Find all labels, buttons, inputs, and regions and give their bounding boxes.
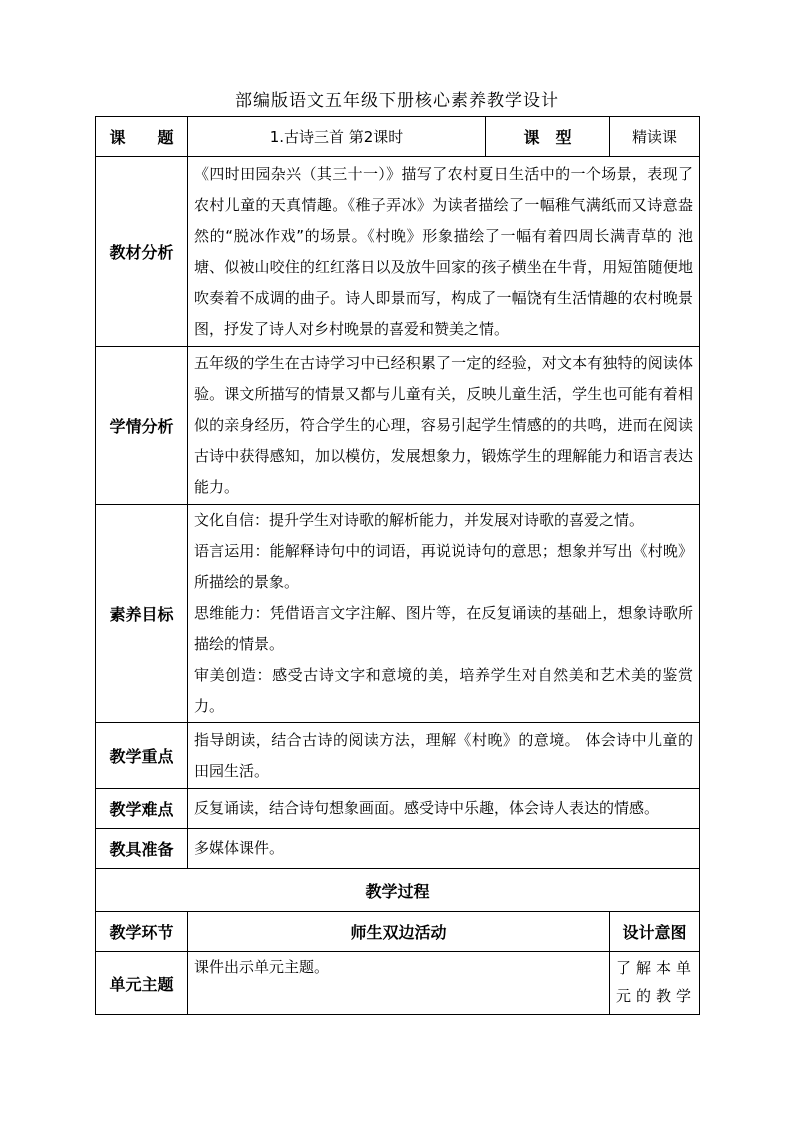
col-stage: 教学环节 — [96, 912, 188, 952]
key-points-label: 教学重点 — [96, 723, 188, 789]
process-row — [96, 952, 700, 1015]
material-text: 《四时田园杂兴（其三十一）》描写了农村夏日生活中的一个场景，表现了农村儿童的天真情趣。《稚子弄冰》为读者描绘了一幅稚气满纸而又诗意盎然的“脱冰作戏”的场景。《村晚》形象描绘了一幅有着四周长满青草的 池塘、似被山咬住的红红落日以及放牛回家的孩子横坐在牛背，用短笛随便地吹奏着不成调的曲子。诗人即景而写，构成了一幅饶有生活情趣的农村晚景图，抒发了诗人对乡村晚景的喜爱和赞美之情。 — [188, 157, 700, 347]
goal-item: 思维能力：凭借语言文字注解、图片等，在反复诵读的基础上，想象诗歌所描绘的情景。 — [194, 604, 693, 653]
process-heading: 教学过程 — [96, 869, 700, 912]
activity-cell: 课件出示单元主题。 — [188, 952, 610, 1015]
col-intent: 设计意图 — [610, 912, 700, 952]
process-heading-row — [96, 869, 700, 912]
goals-row — [96, 505, 700, 723]
goal-item: 文化自信：提升学生对诗歌的解析能力，并发展对诗歌的喜爱之情。 — [194, 511, 645, 529]
tools-label: 教具准备 — [96, 829, 188, 869]
tools-text: 多媒体课件。 — [188, 829, 700, 869]
type-value: 精读课 — [610, 117, 700, 157]
difficulties-label: 教学难点 — [96, 789, 188, 829]
lesson-plan-table — [95, 116, 700, 1015]
goal-item: 审美创造：感受古诗文字和意境的美，培养学生对自然美和艺术美的鉴赏力。 — [194, 666, 693, 715]
topic-value: 1.古诗三首 第2课时 — [188, 117, 486, 157]
students-row — [96, 347, 700, 505]
material-row — [96, 157, 700, 347]
intent-cell: 了解本单元的教学 — [610, 952, 700, 1015]
goals-label: 素养目标 — [96, 505, 188, 723]
difficulties-text: 反复诵读，结合诗句想象画面。感受诗中乐趣，体会诗人表达的情感。 — [188, 789, 700, 829]
students-label: 学情分析 — [96, 347, 188, 505]
material-label: 教材分析 — [96, 157, 188, 347]
type-label: 课 型 — [486, 117, 610, 157]
goals-list — [188, 505, 700, 723]
stage-cell: 单元主题 — [96, 952, 188, 1015]
col-activity: 师生双边活动 — [188, 912, 610, 952]
key-points-text: 指导朗读，结合古诗的阅读方法，理解《村晚》的意境。 体会诗中儿童的田园生活。 — [188, 723, 700, 789]
process-columns-row — [96, 912, 700, 952]
header-row — [96, 117, 700, 157]
goal-item: 语言运用：能解释诗句中的词语，再说说诗句的意思；想象并写出《村晚》所描绘的景象。 — [194, 542, 693, 591]
difficulties-row — [96, 789, 700, 829]
students-text: 五年级的学生在古诗学习中已经积累了一定的经验，对文本有独特的阅读体验。课文所描写的情景又都与儿童有关，反映儿童生活，学生也可能有着相似的亲身经历，符合学生的心理，容易引起学生情感的的共鸣，进而在阅读古诗中获得感知，加以模仿，发展想象力，锻炼学生的理解能力和语言表达能力。 — [188, 347, 700, 505]
tools-row — [96, 829, 700, 869]
document-title: 部编版语文五年级下册核心素养教学设计 — [235, 91, 559, 111]
topic-label: 课 题 — [96, 117, 188, 157]
key-points-row — [96, 723, 700, 789]
